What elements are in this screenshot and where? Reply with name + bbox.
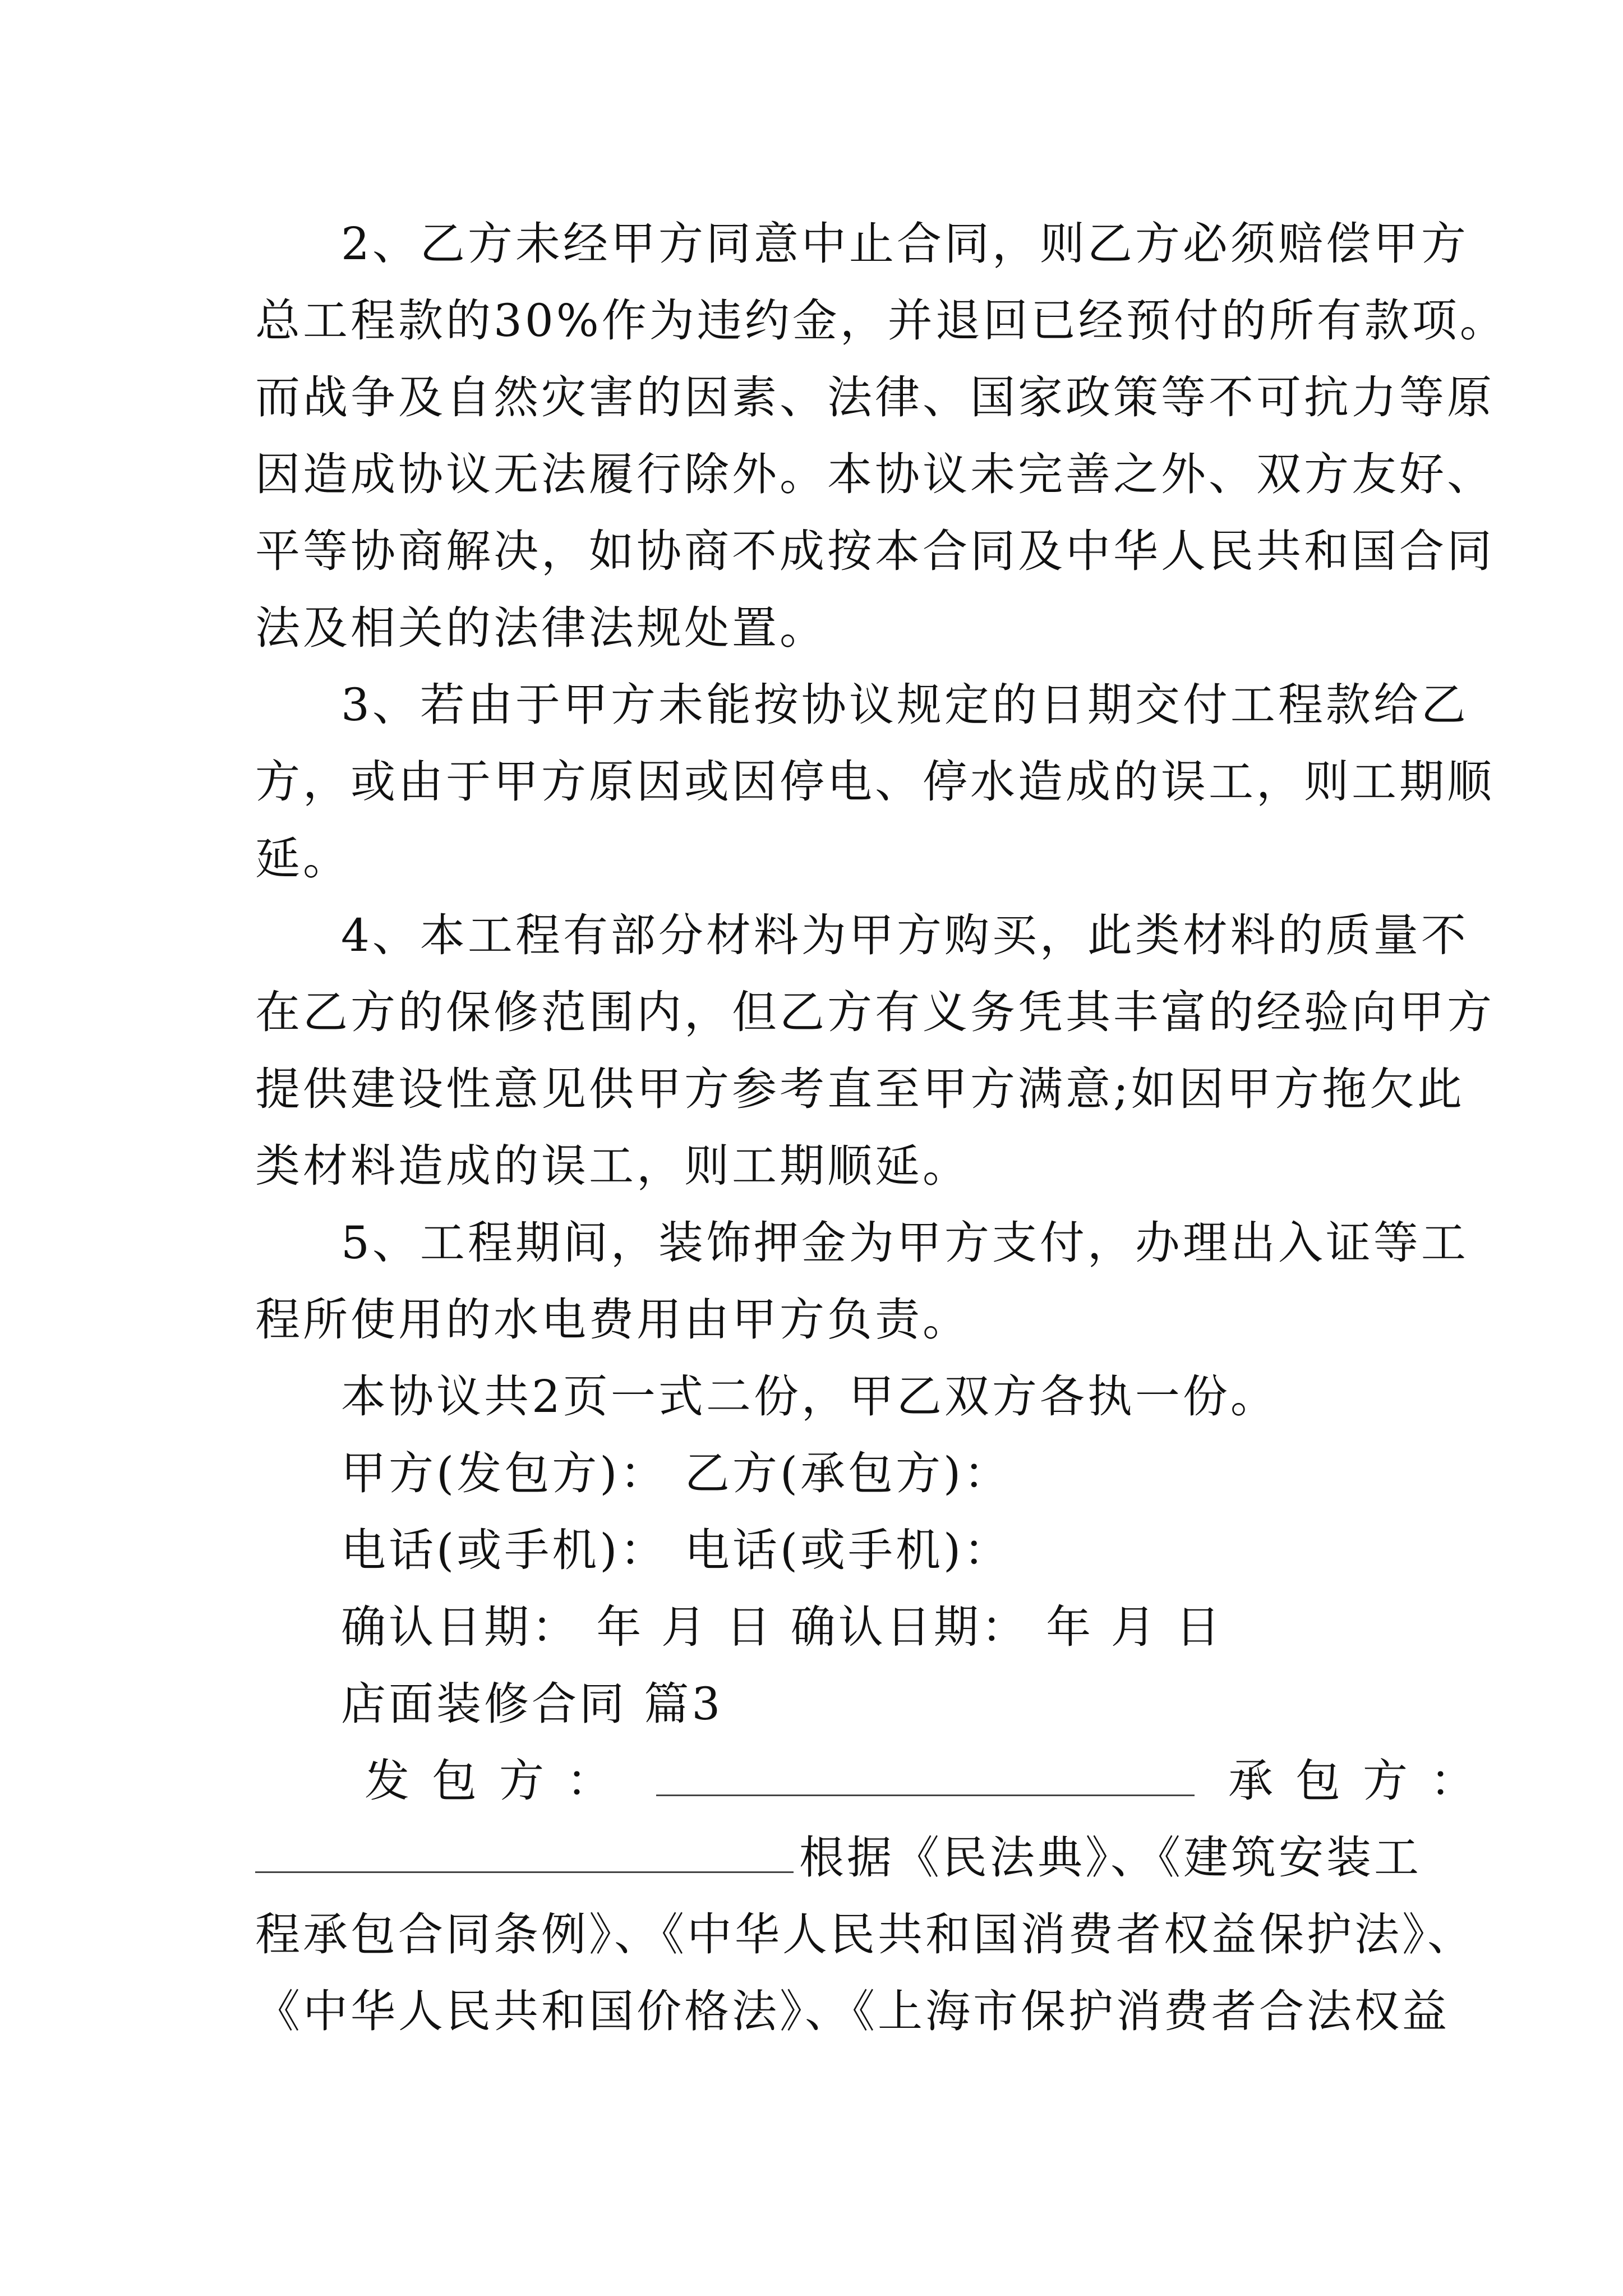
- contract-basis-line-3: 《中华人民共和国价格法》、《上海市保护消费者合法权益: [255, 1985, 1450, 2037]
- paragraph-3-line-2: 方，或由于甲方原因或因停电、停水造成的误工，则工期顺: [255, 756, 1495, 808]
- paragraph-5-line-1: 5、工程期间，装饰押金为甲方支付，办理出入证等工: [341, 1217, 1469, 1269]
- paragraph-3-line-3: 延。: [255, 832, 351, 885]
- contract-basis-line-2: 程承包合同条例》、《中华人民共和国消费者权益保护法》、: [255, 1908, 1475, 1961]
- paragraph-4-line-4: 类材料造成的误工，则工期顺延。: [255, 1140, 970, 1192]
- paragraph-4-line-1: 4、本工程有部分材料为甲方购买，此类材料的质量不: [341, 909, 1469, 961]
- contract-parties-line: [365, 1753, 1497, 1809]
- copies-statement: 本协议共2页一式二份，甲乙双方各执一份。: [341, 1370, 1278, 1423]
- confirm-date-labels: 确认日期： 年 月 日 确认日期： 年 月 日: [341, 1601, 1224, 1653]
- paragraph-2-line-3: 而战争及自然灾害的因素、法律、国家政策等不可抗力等原: [255, 371, 1495, 424]
- paragraph-3-line-1: 3、若由于甲方未能按协议规定的日期交付工程款给乙: [341, 679, 1469, 731]
- employer-label: 发包方：: [365, 1755, 634, 1807]
- employer-blank: [656, 1755, 1195, 1796]
- phone-labels: 电话(或手机)： 电话(或手机)：: [341, 1524, 1012, 1576]
- paragraph-5-line-2: 程所使用的水电费用由甲方负责。: [255, 1294, 970, 1346]
- paragraph-4-line-3: 提供建设性意见供甲方参考直至甲方满意;如因甲方拖欠此: [255, 1063, 1465, 1115]
- contractor-blank: [255, 1832, 794, 1873]
- paragraph-2-line-2: 总工程款的30%作为违约金，并退回已经预付的所有款项。: [255, 295, 1507, 347]
- party-labels: 甲方(发包方)： 乙方(承包方)：: [341, 1447, 1012, 1499]
- paragraph-2-line-4: 因造成协议无法履行除外。本协议未完善之外、双方友好、: [255, 448, 1495, 500]
- contract-basis-text: 根据《民法典》、《建筑安装工: [799, 1832, 1422, 1884]
- section-title: 店面装修合同 篇3: [341, 1678, 723, 1730]
- paragraph-2-line-1: 2、乙方未经甲方同意中止合同，则乙方必须赔偿甲方: [341, 218, 1469, 270]
- contract-basis-line-1: [255, 1830, 1422, 1886]
- contractor-label: 承包方：: [1228, 1755, 1497, 1807]
- paragraph-2-line-6: 法及相关的法律法规处置。: [255, 602, 827, 654]
- paragraph-4-line-2: 在乙方的保修范围内，但乙方有义务凭其丰富的经验向甲方: [255, 986, 1495, 1038]
- paragraph-2-line-5: 平等协商解决，如协商不成按本合同及中华人民共和国合同: [255, 525, 1495, 577]
